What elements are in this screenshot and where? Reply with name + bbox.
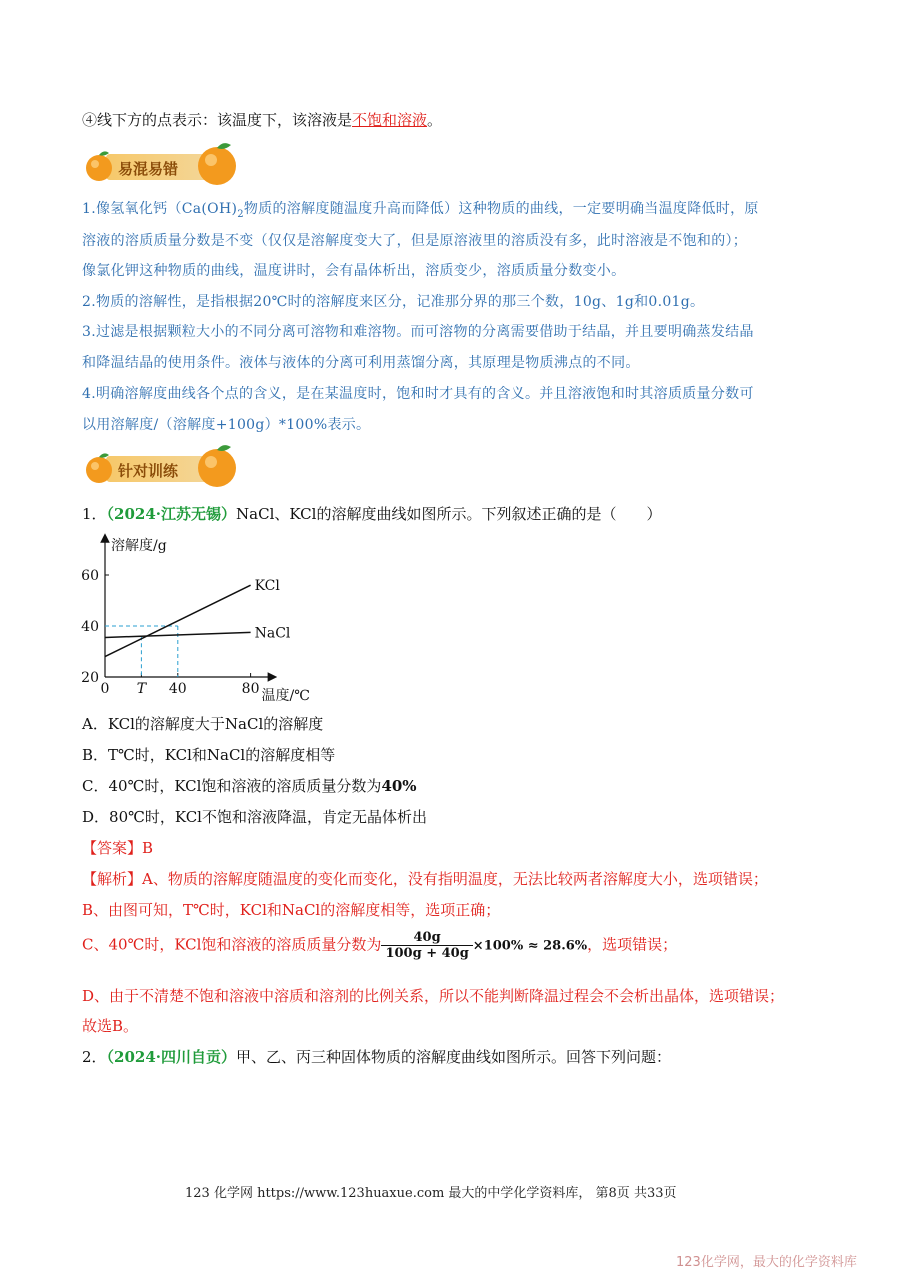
tip-line-5: 3.过滤是根据颗粒大小的不同分离可溶物和难溶物。而可溶物的分离需要借助于结晶，并且要明确蒸发结晶 (82, 324, 754, 340)
intro-highlight: 不饱和溶液 (352, 111, 428, 129)
question-number: 2． (82, 1048, 107, 1066)
tip-text: 1.像氢氧化钙（Ca(OH) (82, 201, 238, 217)
question-text: 甲、乙、丙三种固体物质的溶解度曲线如图所示。回答下列问题： (236, 1048, 672, 1066)
tip-line-8: 以用溶解度/（溶解度+100g）*100%表示。 (82, 417, 371, 433)
orange-icon (196, 442, 238, 488)
answer-label: 【答案】 (82, 839, 143, 857)
y-tick-label: 20 (81, 670, 99, 686)
y-tick-label: 40 (81, 619, 99, 635)
answer-value: B (142, 839, 154, 857)
intro-line (82, 109, 442, 130)
question-source: （2024·江苏无锡） (106, 505, 237, 523)
series-label-kcl: KCl (254, 578, 280, 595)
option-c-text: C．40℃时，KCl饱和溶液的溶质质量分数为 (82, 777, 382, 795)
question-text: NaCl、KCl的溶解度曲线如图所示。下列叙述正确的是（ ） (236, 505, 662, 523)
section-banner-practice (84, 448, 244, 488)
orange-icon (84, 450, 114, 484)
question-1-stem (82, 503, 661, 524)
section-banner-tips (84, 146, 244, 186)
tip-line-2: 溶液的溶质质量分数是不变（仅仅是溶解度变大了，但是原溶液里的溶质没有多，此时溶液是不饱和的）； (82, 233, 748, 249)
tip-line-3: 像氯化钾这种物质的曲线，温度讲时，会有晶体析出，溶质变少，溶质质量分数变小。 (82, 263, 626, 279)
x-tick-label: T (136, 681, 147, 697)
y-axis-label: 溶解度/g (111, 538, 167, 554)
option-a: A．KCl的溶解度大于NaCl的溶解度 (82, 715, 324, 733)
question-number: 1． (82, 505, 107, 523)
y-tick-label: 60 (81, 568, 99, 584)
banner-title: 针对训练 (118, 462, 179, 480)
fraction (381, 930, 472, 961)
x-tick-label: 0 (100, 681, 110, 697)
analysis-d: D、由于不清楚不饱和溶液中溶质和溶剂的比例关系，所以不能判断降温过程会不会析出晶体，选项错误； (82, 987, 785, 1005)
tip-subscript: 2 (237, 208, 244, 220)
question-source: （2024·四川自贡） (106, 1048, 237, 1066)
tip-line-1 (82, 198, 759, 220)
option-c-value: 40% (381, 777, 417, 795)
x-tick-label: 40 (168, 681, 187, 697)
x-tick-label: 80 (241, 681, 260, 697)
intro-suffix: 。 (427, 111, 443, 129)
tip-line-7: 4.明确溶解度曲线各个点的含义，是在某温度时，饱和时才具有的含义。并且溶液饱和时其溶质质量分数可 (82, 386, 754, 402)
fraction-denominator: 100g + 40g (385, 946, 469, 961)
analysis-b: B、由图可知，T℃时，KCl和NaCl的溶解度相等，选项正确； (82, 901, 501, 919)
option-c (82, 775, 417, 796)
intro-text: ④线下方的点表示：该温度下，该溶液是 (82, 111, 353, 129)
orange-icon (196, 140, 238, 186)
analysis-c (82, 930, 677, 961)
analysis-a: 【解析】A、物质的溶解度随温度的变化而变化，没有指明温度，无法比较两者溶解度大小，选项错误； (82, 870, 768, 888)
option-d: D．80℃时，KCl不饱和溶液降温，肯定无晶体析出 (82, 808, 427, 826)
series-line-kcl (105, 585, 251, 656)
option-b: B．T℃时，KCl和NaCl的溶解度相等 (82, 746, 336, 764)
tip-line-4: 2.物质的溶解性，是指根据20℃时的溶解度来区分，记准那分界的那三个数，10g、1g和0.01g。 (82, 294, 705, 310)
analysis-c-text: C、40℃时，KCl饱和溶液的溶质质量分数为 (82, 935, 382, 954)
orange-icon (84, 148, 114, 182)
watermark: 123化学网，最大的化学资料库 (676, 1255, 857, 1270)
solubility-chart (74, 530, 374, 710)
x-axis-label: 温度/℃ (261, 688, 310, 704)
analysis-c-end: ，选项错误； (587, 935, 678, 954)
analysis-conclusion: 故选B。 (82, 1017, 139, 1035)
banner-title: 易混易错 (118, 160, 179, 178)
fraction-numerator: 40g (381, 930, 472, 946)
question-2-stem (82, 1046, 671, 1067)
page-footer: 123 化学网 https://www.123huaxue.com 最大的中学化学资料库， 第8页 共33页 (185, 1186, 677, 1201)
tip-text: 物质的溶解度随温度升高而降低）这种物质的曲线，一定要明确当温度降低时，原 (243, 201, 759, 217)
series-label-nacl: NaCl (254, 625, 291, 642)
answer-line (82, 837, 153, 858)
fraction-result: ×100% ≈ 28.6% (472, 938, 588, 954)
tip-line-6: 和降温结晶的使用条件。液体与液体的分离可利用蒸馏分离，其原理是物质沸点的不同。 (82, 355, 640, 371)
